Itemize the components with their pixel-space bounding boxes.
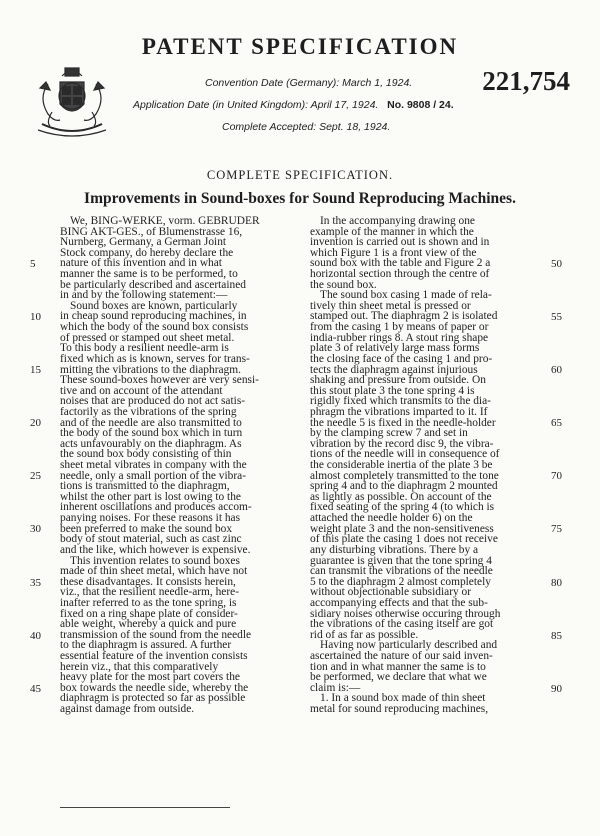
convention-date-value: March 1, 1924.: [342, 77, 413, 89]
text-line: vibration by the record disc 9, the vibra-: [310, 437, 494, 450]
text-line: accompanying effects and that the sub-: [310, 596, 488, 609]
text-line: panying noises. For these reasons it has: [60, 512, 241, 525]
text-line: sound box with the table and Figure 2 a: [310, 257, 491, 270]
text-line: heavy plate for the most part covers the: [60, 671, 240, 684]
text-line: transmission of the sound from the needle: [60, 628, 252, 641]
line-number: 25: [30, 470, 41, 483]
text-line: of pressed or stamped out sheet metal.: [60, 331, 235, 344]
text-line: the body of the sound box which in turn: [60, 427, 243, 440]
line-number: 5: [30, 257, 36, 270]
text-line: BING AKT-GES., of Blumenstrasse 16,: [60, 225, 243, 238]
text-line: made of thin sheet metal, which have not: [60, 565, 248, 578]
text-line: almost completely transmitted to the tone: [310, 469, 499, 482]
patent-number: 221,754: [482, 66, 570, 96]
text-line: mitting the vibrations to the diaphragm.: [60, 363, 241, 376]
complete-specification-heading: COMPLETE SPECIFICATION.: [206, 168, 394, 182]
text-line: phragm the vibrations imparted to it. If: [310, 405, 488, 418]
line-number: 65: [551, 417, 562, 430]
line-number: 35: [30, 576, 41, 589]
line-number: 80: [551, 576, 562, 589]
text-line: attached the needle holder 6) on the: [310, 512, 473, 525]
text-line: weight plate 3 and the non-sensitiveness: [310, 522, 494, 535]
line-number: 85: [551, 629, 562, 642]
left-text-column: [60, 216, 292, 715]
text-line: whilst the other part is lost owing to the: [60, 490, 241, 503]
text-line: by the clamping screw 7 and set in: [310, 427, 468, 440]
text-line: Having now particularly described and: [320, 639, 498, 652]
text-line: This invention relates to sound boxes: [70, 554, 240, 567]
text-line: manner the same is to be performed, to: [60, 268, 238, 281]
text-line: the needle 5 is fixed in the needle-holder: [310, 416, 496, 429]
text-line: this stout plate 3 the tone spring 4 is: [310, 384, 475, 397]
text-line: without objectionable subsidiary or: [310, 586, 472, 599]
text-line: been preferred to make the sound box: [60, 522, 233, 535]
text-line: horizontal section through the centre of: [310, 268, 490, 281]
text-line: inafter referred to as the tone spring, is: [60, 596, 237, 609]
text-line: nature of this invention and in what: [60, 257, 222, 270]
convention-date-label: Convention Date (Germany):: [205, 77, 340, 89]
text-line: fixed on a ring shape plate of consider-: [60, 607, 238, 620]
text-line: diaphragm is protected so far as possible: [60, 692, 246, 705]
text-line: can transmit the vibrations of the needle: [310, 565, 493, 578]
line-number: 10: [30, 311, 41, 324]
text-line: inherent oscillations and produces accom-: [60, 501, 252, 514]
royal-coat-of-arms-icon: [32, 62, 112, 140]
text-line: india-rubber rings 8. A stout ring shape: [310, 331, 489, 344]
text-line: which the body of the sound box consists: [60, 321, 249, 334]
line-number: 15: [30, 364, 41, 377]
text-line: these disadvantages. It consists herein,: [60, 575, 236, 588]
text-line: 1. In a sound box made of thin sheet: [320, 692, 486, 705]
accepted-date-label: Complete Accepted:: [222, 121, 317, 133]
text-line: and the like, which however is expensive.: [60, 543, 251, 556]
text-line: of this plate the casing 1 does not receive: [310, 533, 498, 546]
text-line: acts unfavourably on the diaphragm. As: [60, 437, 242, 450]
text-line: Sound boxes are known, particularly: [70, 299, 238, 312]
text-line: Stock company, do hereby declare the: [60, 246, 234, 259]
text-line: tects the diaphragm against injurious: [310, 363, 478, 376]
text-line: to the diaphragm is assured. A further: [60, 639, 232, 652]
text-line: and of the needle are also transmitted to: [60, 416, 242, 429]
text-line: be performed, we declare that what we: [310, 671, 487, 684]
line-number: 50: [551, 257, 562, 270]
document-title: PATENT SPECIFICATION: [141, 34, 459, 59]
text-line: rid of as far as possible.: [310, 628, 419, 641]
text-line: 5 to the diaphragm 2 almost completely: [310, 575, 491, 588]
text-line: tions is transmitted to the diaphragm,: [60, 480, 230, 493]
text-line: The sound box casing 1 made of rela-: [320, 289, 492, 302]
line-number: 40: [30, 629, 41, 642]
text-line: invention is carried out is shown and in: [310, 236, 490, 249]
text-line: the considerable inertia of the plate 3 be: [310, 459, 493, 472]
text-line: box towards the needle side, whereby the: [60, 681, 249, 694]
text-line: sidiary noises otherwise occuring through: [310, 607, 501, 620]
text-line: the sound box.: [310, 278, 377, 291]
text-line: example of the manner in which the: [310, 225, 474, 238]
text-line: stamped out. The diaphragm 2 is isolated: [310, 310, 498, 323]
right-text-column: [310, 216, 542, 715]
line-number: 90: [551, 682, 562, 695]
text-line: tions of the needle will in consequence of: [310, 448, 500, 461]
text-line: ascertained the nature of our said inven-: [310, 649, 493, 662]
text-line: which Figure 1 is a front view of the: [310, 246, 477, 259]
text-line: the closing face of the casing 1 and pro-: [310, 352, 493, 365]
text-line: essential feature of the invention consists: [60, 649, 248, 662]
application-date-label: Application Date (in United Kingdom):: [133, 99, 309, 111]
text-line: tive and on account of the attendant: [60, 384, 223, 397]
text-line: as lightly as possible. On account of the: [310, 490, 492, 503]
line-number: 30: [30, 523, 41, 536]
text-line: the sound box body consisting of thin: [60, 448, 232, 461]
convention-date: [205, 77, 412, 89]
specification-subtitle: Improvements in Sound-boxes for Sound Reproducing Machines.: [84, 190, 516, 207]
accepted-date-value: Sept. 18, 1924.: [319, 121, 391, 133]
text-line: We, BING-WERKE, vorm. GEBRUDER: [70, 215, 260, 227]
text-line: spring 4 and to the diaphragm 2 mounted: [310, 480, 498, 493]
text-line: viz., that the resilient needle-arm, here-: [60, 586, 240, 599]
text-line: These sound-boxes however are very sensi-: [60, 374, 259, 387]
text-line: Nurnberg, Germany, a German Joint: [60, 236, 227, 249]
text-line: any disturbing vibrations. There by a: [310, 543, 479, 556]
text-line: shaking and pressure from outside. On: [310, 374, 486, 387]
line-number: 20: [30, 417, 41, 430]
text-line: plate 3 of relatively large mass forms: [310, 342, 480, 355]
text-line: herein viz., that this comparatively: [60, 660, 219, 673]
footer-rule: [60, 807, 230, 808]
text-line: tion and in what manner the same is to: [310, 660, 486, 673]
application-date: [133, 99, 454, 111]
application-date-value: April 17, 1924.: [310, 99, 379, 111]
text-line: tively thin sheet metal is pressed or: [310, 299, 471, 312]
text-line: body of stout material, such as cast zinc: [60, 533, 242, 546]
text-line: claim is:—: [310, 681, 361, 694]
text-line: fixed which as is known, serves for trans-: [60, 352, 250, 365]
text-line: be particularly described and ascertained: [60, 278, 246, 291]
text-line: sheet metal vibrates in company with the: [60, 459, 247, 472]
text-line: To this body a resilient needle-arm is: [60, 342, 229, 355]
text-line: metal for sound reproducing machines,: [310, 703, 489, 716]
text-line: against damage from outside.: [60, 703, 195, 716]
application-number: No. 9808 / 24.: [387, 99, 454, 111]
text-line: able weight, whereby a quick and pure: [60, 618, 237, 631]
text-line: needle, only a small portion of the vibra-: [60, 469, 246, 482]
text-line: factorily as the vibrations of the spring: [60, 405, 237, 418]
line-number: 70: [551, 470, 562, 483]
text-line: in and by the following statement:—: [60, 289, 228, 302]
line-number: 55: [551, 311, 562, 324]
text-line: from the casing 1 by means of paper or: [310, 321, 489, 334]
text-line: in cheap sound reproducing machines, in: [60, 310, 247, 323]
text-line: fixed seating of the spring 4 (to which is: [310, 501, 495, 514]
line-number: 60: [551, 364, 562, 377]
accepted-date: [222, 121, 390, 133]
text-line: the vibrations of the casing itself are got: [310, 618, 494, 631]
text-line: In the accompanying drawing one: [320, 215, 475, 227]
line-number: 45: [30, 682, 41, 695]
text-line: guarantee is given that the tone spring 4: [310, 554, 492, 567]
line-number: 75: [551, 523, 562, 536]
text-line: rigidly fixed which transmits to the dia-: [310, 395, 491, 408]
text-line: noises that are produced do not act satis-: [60, 395, 246, 408]
